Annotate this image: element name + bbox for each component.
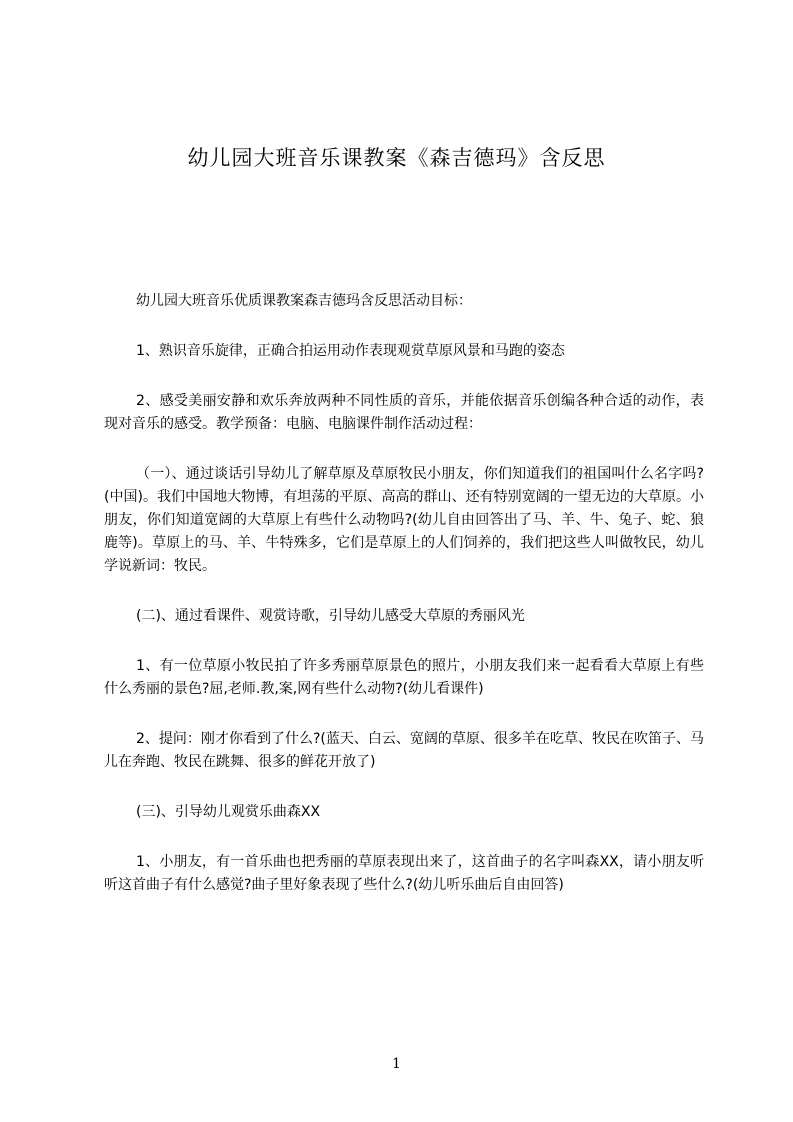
paragraph-step-3-item-1: 1、小朋友，有一首乐曲也把秀丽的草原表现出来了，这首曲子的名字叫森XX，请小朋友听听这首曲子有什么感觉?曲子里好象表现了些什么?(幼儿听乐曲后自由回答) — [104, 854, 704, 893]
paragraph-step-2-item-2: 2、提问：刚才你看到了什么?(蓝天、白云、宽阔的草原、很多羊在吃草、牧民在吹笛子、马儿在奔跑、牧民在跳舞、很多的鲜花开放了) — [104, 731, 704, 770]
paragraph-objective-2: 2、感受美丽安静和欢乐奔放两种不同性质的音乐，并能依据音乐创编各种合适的动作，表现对音乐的感受。教学预备：电脑、电脑课件制作活动过程： — [104, 393, 704, 432]
paragraph-step-2-item-1: 1、有一位草原小牧民拍了许多秀丽草原景色的照片，小朋友我们来一起看看大草原上有些什么秀丽的景色?屈,老师.教,案,网有些什么动物?(幼儿看课件) — [104, 658, 704, 697]
document-title: 幼儿园大班音乐课教案《森吉德玛》含反思 — [187, 146, 606, 170]
paragraph-step-3: (三)、引导幼儿观赏乐曲森XX — [136, 804, 321, 820]
paragraph-step-2: (二)、通过看课件、观赏诗歌，引导幼儿感受大草原的秀丽风光 — [136, 608, 525, 624]
paragraph-objectives-intro: 幼儿园大班音乐优质课教案森吉德玛含反思活动目标： — [136, 293, 472, 309]
page-number: 1 — [392, 1056, 401, 1072]
document-body — [104, 290, 704, 924]
paragraph-step-1: （一）、通过谈话引导幼儿了解草原及草原牧民小朋友，你们知道我们的祖国叫什么名字吗?(中国)。我们中国地大物博，有坦荡的平原、高高的群山、还有特别宽阔的一望无边的大草原。小朋友，你们知道宽阔的大草原上有些什么动物吗?(幼儿自由回答出了马、羊、牛、兔子、蛇、狼鹿等)。草原上的马、羊、牛特殊多，它们是草原上的人们饲养的，我们把这些人叫做牧民，幼儿学说新词：牧民。 — [104, 466, 704, 574]
paragraph-objective-1: 1、熟识音乐旋律，正确合拍运用动作表现观赏草原风景和马跑的姿态 — [136, 343, 565, 359]
